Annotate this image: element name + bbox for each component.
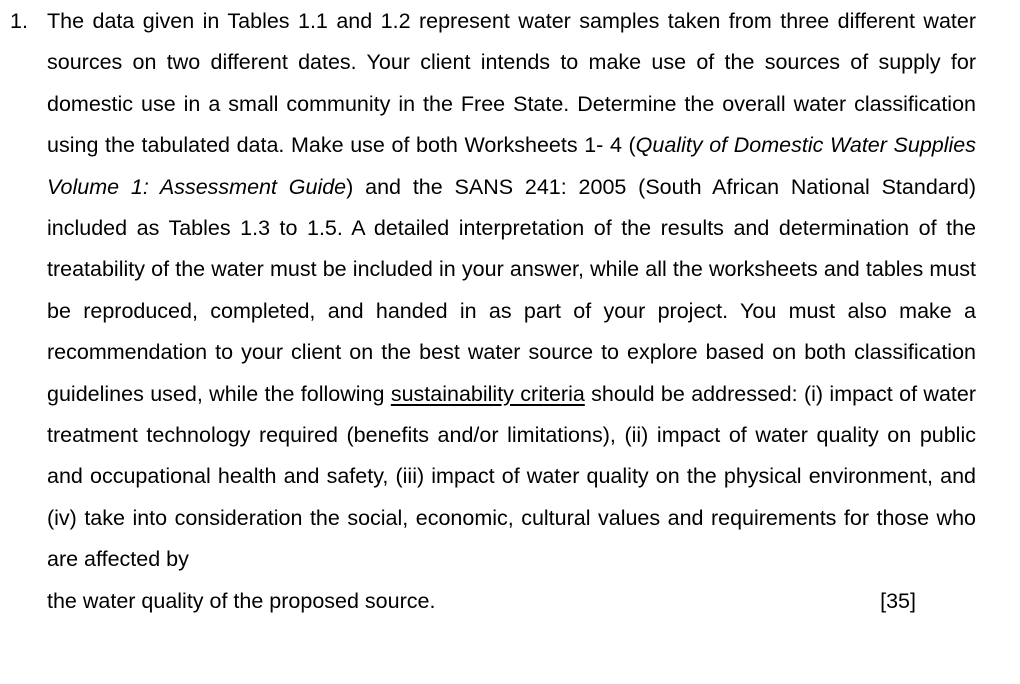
question-body xyxy=(47,0,976,622)
question-text-part-1: The data given in Tables 1.1 and 1.2 represent water samples taken from three different water sources on two different dates. Your client intends to make use of the sources of supply for domestic use in a small community in the Free State. Determine the overall water classification using the tabulated data. Make use of both Worksheets 1- 4 ( xyxy=(47,9,976,158)
sustainability-criteria-term: sustainability criteria xyxy=(390,381,585,406)
question-last-line xyxy=(47,581,916,622)
question-text-final: the water quality of the proposed source. xyxy=(47,588,436,613)
question-marks: [35] xyxy=(880,588,916,613)
question-1 xyxy=(10,0,976,622)
question-text-part-2: ) and the SANS 241: 2005 (South African National Standard) included as Tables 1.3 to 1.5. A detailed interpretation of the results and determination of the treatability of the water must be included in your answer, while all the worksheets and tables must be reproduced, completed, and handed in as part of your project. You must also make a recommendation to your client on the best water source to explore based on both classification guidelines used, while the following xyxy=(47,174,977,406)
question-number: 1. xyxy=(10,9,28,33)
assessment-guide-title: Quality of Domestic Water Supplies Volume 1: Assessment Guide xyxy=(47,133,976,199)
question-text-part-3: should be addressed: (i) impact of water treatment technology required (benefits and/or limitations), (ii) impact of water quality on public and occupational health and safety, (iii) impact of water quality on the physical environment, and (iv) take into consideration the social, economic, cultural values and requirements for those who are affected by xyxy=(47,381,976,572)
